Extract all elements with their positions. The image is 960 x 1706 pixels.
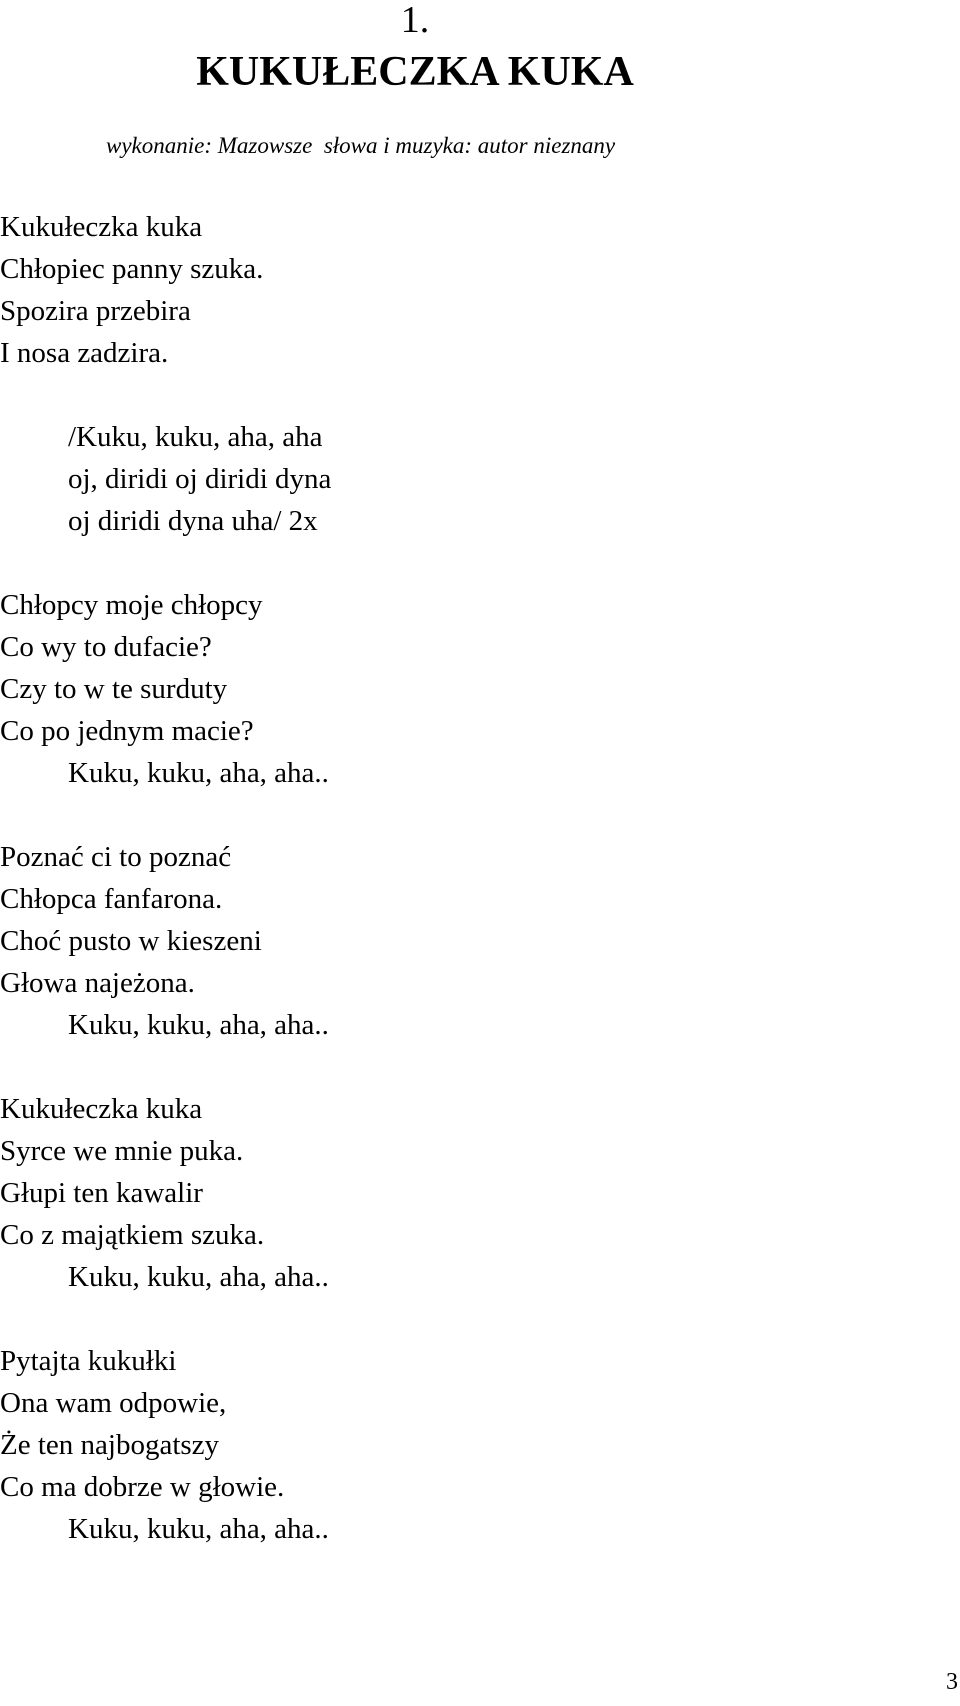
stanza-3: [0, 836, 331, 1046]
lyric-line: Głowa najeżona.: [0, 967, 195, 999]
lyric-line: Choć pusto w kieszeni: [0, 925, 262, 957]
stanza-4: [0, 1088, 331, 1298]
lyric-line: Chłopcy moje chłopcy: [0, 589, 263, 621]
lyric-line: Kukułeczka kuka: [0, 211, 203, 243]
song-title: KUKUŁECZKA KUKA: [196, 49, 634, 95]
refrain-line: Kuku, kuku, aha, aha..: [68, 1009, 329, 1041]
lyric-line: Co wy to dufacie?: [0, 631, 212, 663]
song-credits: wykonanie: Mazowsze słowa i muzyka: autor nieznany: [106, 133, 616, 158]
lyric-line: Pytajta kukułki: [0, 1345, 177, 1377]
refrain-line: Kuku, kuku, aha, aha..: [68, 757, 329, 789]
lyric-line: Poznać ci to poznać: [0, 841, 232, 873]
lyric-line: Kukułeczka kuka: [0, 1093, 203, 1125]
lyric-line: I nosa zadzira.: [0, 337, 169, 369]
lyric-line: Że ten najbogatszy: [0, 1429, 220, 1461]
lyric-line: Co z majątkiem szuka.: [0, 1219, 265, 1251]
chorus-line: oj, diridi oj diridi dyna: [68, 463, 332, 495]
lyric-line: Chłopiec panny szuka.: [0, 253, 264, 285]
song-number: 1.: [400, 0, 430, 41]
refrain-line: Kuku, kuku, aha, aha..: [68, 1513, 329, 1545]
lyric-line: Ona wam odpowie,: [0, 1387, 227, 1419]
lyric-line: Głupi ten kawalir: [0, 1177, 203, 1209]
lyrics: [0, 206, 331, 1592]
stanza-1: [0, 206, 331, 374]
lyric-line: Czy to w te surduty: [0, 673, 228, 705]
refrain-line: Kuku, kuku, aha, aha..: [68, 1261, 329, 1293]
lyric-line: Syrce we mnie puka.: [0, 1135, 244, 1167]
stanza-2: [0, 584, 331, 794]
lyric-line: Co ma dobrze w głowie.: [0, 1471, 285, 1503]
lyric-line: Chłopca fanfarona.: [0, 883, 223, 915]
page-number: 3: [946, 1669, 958, 1695]
stanza-5: [0, 1340, 331, 1550]
chorus: [0, 416, 331, 542]
lyric-line: Spozira przebira: [0, 295, 191, 327]
chorus-line: /Kuku, kuku, aha, aha: [68, 421, 323, 453]
lyric-line: Co po jednym macie?: [0, 715, 254, 747]
chorus-line: oj diridi dyna uha/ 2x: [68, 505, 318, 537]
